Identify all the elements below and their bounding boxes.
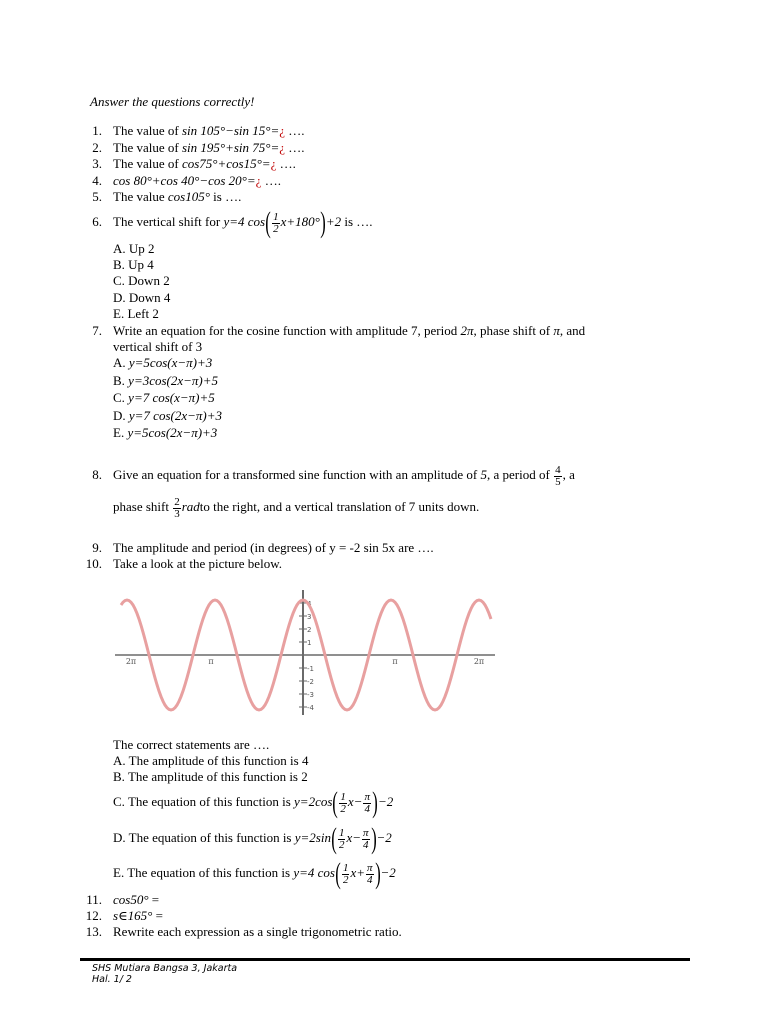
question-text: The value of sin 195°+sin 75°=¿ …. [113,140,305,155]
question-number: 6. [92,214,102,229]
question-text: s∈165° = [113,908,163,923]
question-text: The value cos105° is …. [113,189,242,204]
question-number: 3. [92,156,102,171]
footer-page: Hal. 1/ 2 [92,974,132,985]
question-number: 10. [85,556,102,571]
y-tick-label: 2 [307,626,312,634]
question-text: cos 80°+cos 40°−cos 20°=¿ …. [113,173,281,188]
question-text: Write an equation for the cosine function with amplitude 7, period 2π, phase shift of π, and [113,323,586,338]
x-tick-label: 2π [473,657,485,666]
y-tick-label: -1 [307,665,314,673]
question-number: 4. [92,173,102,188]
question-text: Give an equation for a transformed sine function with an amplitude of 5, a period of $\frac{4}{5}$ , a [113,463,575,488]
question-number: 2. [92,140,102,155]
question-number: 12. [85,908,102,923]
y-tick-label: 3 [307,613,312,621]
x-tick-label: π [392,657,398,666]
question-text: The vertical shift for y=4 cos( $\frac{1}{2}$ x+180°)+2 is …. [113,206,373,240]
question-text: cos50° = [113,892,160,907]
question-text: Take a look at the picture below. [113,556,282,571]
question-text: The amplitude and period (in degrees) of y = -2 sin 5x are …. [113,540,434,555]
y-tick-label: -2 [307,678,314,686]
option-c[interactable]: C. Down 2 [113,273,170,288]
y-tick-label: -3 [307,691,314,699]
option-e[interactable]: E. Left 2 [113,306,159,321]
footer-school: SHS Mutiara Bangsa 3, Jakarta [92,963,238,974]
option-d[interactable]: D. Down 4 [113,290,171,305]
question-number: 8. [92,467,102,482]
footer-divider [80,958,690,961]
question-text-cont: phase shift $\frac{2}{3}$ radto the right, and a vertical translation of 7 units down. [113,495,480,520]
question-text: Rewrite each expression as a single trigonometric ratio. [113,924,402,939]
option-c[interactable]: C. The equation of this function is y=2cos( $\frac{1}{2}$ x− $\frac{\pi}{4}$ )−2 [113,786,394,820]
sine-graph [113,585,498,720]
option-e[interactable]: E. y=5cos⁡(2x−π)+3 [113,425,218,440]
option-c[interactable]: C. y=7 cos⁡(x−π)+5 [113,390,215,405]
question-number: 9. [92,540,102,555]
option-d[interactable]: D. y=7 cos⁡(2x−π)+3 [113,408,222,423]
option-a[interactable]: A. Up 2 [113,241,155,256]
y-tick-label: 1 [307,639,312,647]
question-text: The value of cos75°+cos15°=¿ …. [113,156,296,171]
question-number: 5. [92,189,102,204]
option-a[interactable]: A. The amplitude of this function is 4 [113,753,309,768]
question-number: 11. [86,892,102,907]
option-b[interactable]: B. The amplitude of this function is 2 [113,769,308,784]
question-number: 7. [92,323,102,338]
question-number: 1. [92,123,102,138]
option-e[interactable]: E. The equation of this function is y=4 cos( $\frac{1}{2}$ x+ $\frac{\pi}{4}$ )−2 [113,857,396,891]
option-a[interactable]: A. y=5cos⁡(x−π)+3 [113,355,213,370]
option-d[interactable]: D. The equation of this function is y=2sin( $\frac{1}{2}$ x− $\frac{\pi}{4}$ )−2 [113,822,392,856]
x-tick-label: 2π [125,657,137,666]
question-text: The value of sin 105°−sin 15°=¿ …. [113,123,305,138]
question-number: 13. [85,924,102,939]
x-tick-label: π [208,657,214,666]
option-b[interactable]: B. Up 4 [113,257,154,272]
question-text-cont: vertical shift of 3 [113,339,203,354]
statement-intro: The correct statements are …. [113,737,270,752]
option-b[interactable]: B. y=3cos⁡(2x−π)+5 [113,373,219,388]
y-tick-label: 4 [307,600,312,608]
y-tick-label: -4 [307,704,314,712]
instruction: Answer the questions correctly! [90,94,255,109]
